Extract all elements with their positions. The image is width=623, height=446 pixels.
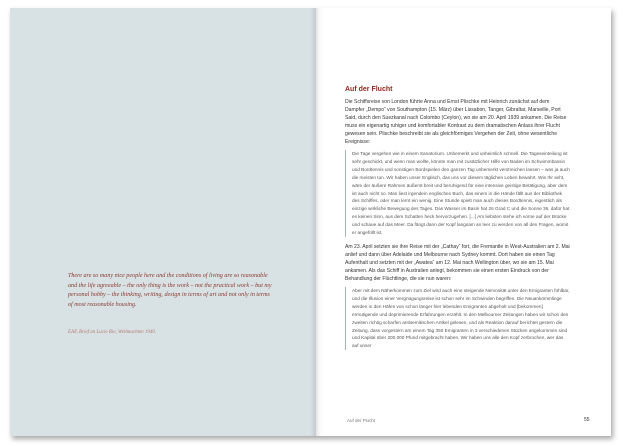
section-heading: Auf der Flucht xyxy=(345,86,393,93)
right-page xyxy=(316,8,611,436)
left-page xyxy=(10,8,316,436)
book-spread xyxy=(10,8,611,436)
page-number: 55 xyxy=(584,417,590,423)
epigraph-quote: There are so many nice people here and the conditions of living are so reasonable and the life agreeable – the only thing is the work – not the practical work – but my personal hobby – the thinking, writing, design in terms of art and not only in terms of most reasonable housing. xyxy=(68,273,272,308)
page-content xyxy=(345,86,570,356)
running-footer: Auf der Flucht xyxy=(347,418,376,423)
block-quote: Die Tage vergehen wie in einem Sanatorium. Unbemerkt und unheimlich schnell. Die Tageseinteilung ist sehr geschickt, und wenn man wollte, könnte man mit zusätzlicher Hilfe von Baden im Schwimmbassin und Bordtennis und sonstigen Bordspielen den ganzen Tag unbemerkt verstreichen lassen – was ja auch die meisten tun. Wir haben unser Englisch, das uns vor diesem täglichen Leben bewahrt. Wie Ihr seht, wäre der äußere Rahmen äußerst breit und beruhigend für eine intensive geistige Betätigung, aber dem ist auch nicht so. Man liest irgendein englisches Buch, das einem in die Hände fällt aus der Bibliothek des Schiffes, oder man lernt ein wenig. Eine Stunde spielt man auch dieses Bordtennis, eigentlich als einzige wirkliche Bewegung des Tages. Das Wasser im Basin hat 26 Grad C und die Sonne 36, dafür hat es keinen Sinn, aus dem Schatten heck hervorzugehen. [...] Am liebsten stehe ich vorne auf der Brücke und schaue auf das Meer. Da fängt dann der Kopf langsam an leer zu werden von all den Fragen, womit er angefüllt ist. xyxy=(345,150,570,237)
book-gutter xyxy=(310,8,324,436)
epigraph-source: EAF, Brief an Lucie Rie, Weihnachten 1940. xyxy=(68,330,157,335)
body-paragraph: Die Schiffsreise von London führte Anna und Ernst Plischke mit Heinrich zunächst auf dem Dampfer „Dempo“ von Southampton (15. März) über Lissabon, Tanger, Gibraltar, Marseille, Port Said, durch den Suezkanal nach Colombo (Ceylon), wo sie am 20. April 1939 ankamen. Die Reise muss ein eigenartig ruhiger und komfortabler Kontrast zu dem dramatischen Anlass ihrer Flucht gewesen sein. Plischke beschreibt sie als gleichförmiges Vergehen der Zeit, ohne wesentliche Ereignisse: xyxy=(345,99,567,145)
body-paragraph: Am 23. April setzten sie ihre Reise mit der „Cathay“ fort, die Fremantle in West-Australien am 2. Mai anlief und dann über Adelaide und Melbourne nach Sydney kommt. Dort haben sie einen Tag Aufenthalt und setzten mit der „Awatea“ am 12. Mai nach Wellington über, wo sie am 15. Mai ankamen. Als das Schiff in Australien anlegt, bekommen sie einen ersten Eindruck von der Behandlung der Flüchtlinge, die sie nun waren: xyxy=(345,243,570,282)
block-quote: Aber mit dem Näherkommen zum Ziel wird auch eine steigende Nervosität unter den Emigranten fühlbar, und die Illusion einer Vergnügungsreise ist schon sehr im Schwinden begriffen. Die Neuankömmlinge werden in den Häfen von schon länger hier lebenden Emigranten abgeholt und [bekommen] ermutigende und deprimierende Erfahrungen erzählt. In den Melbourner Zeitungen haben wir schon den zweiten richtig scharfen antisemitischen Artikel gelesen, und als Reaktion darauf berichtet gestern die Zeitung, dass vorgestern am einem Tag 350 Emigranten in 3 verschiedenen Stücken angekommen sind und Kapital über 200.000 Pfund mitgebracht haben. Wir haben uns alle den Kopf zerbrochen, wer das auf unser xyxy=(345,287,570,350)
